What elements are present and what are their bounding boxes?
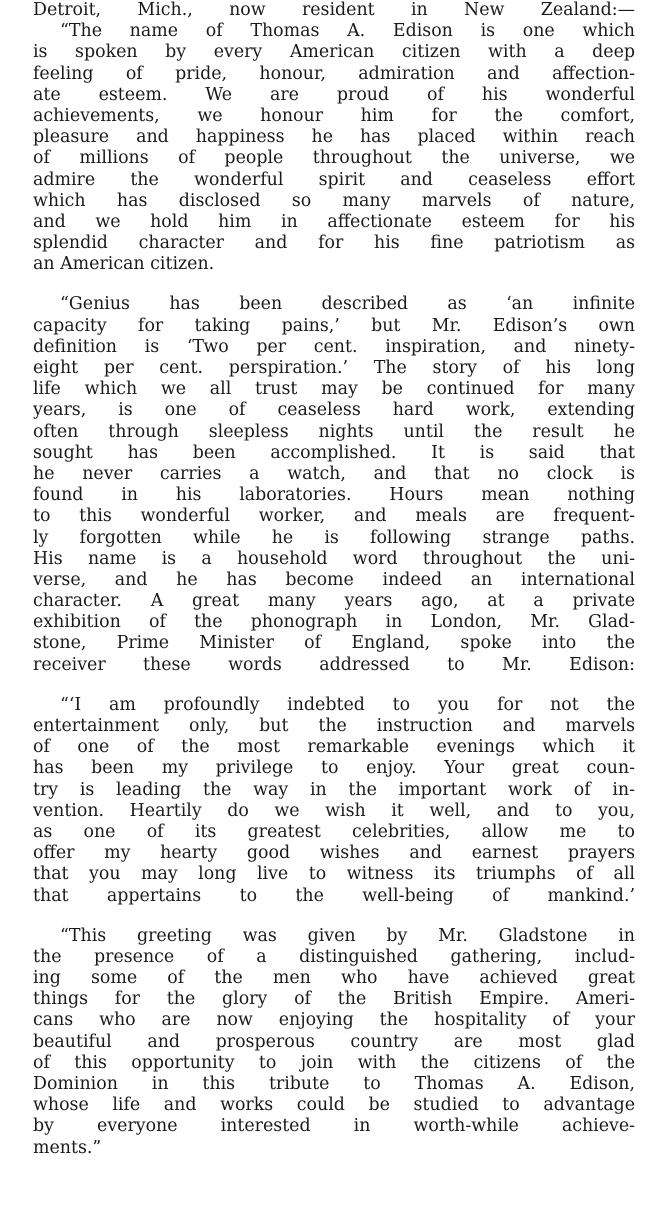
text-line: has been my privilege to enjoy. Your great coun- <box>33 758 635 779</box>
text-line: eight per cent. perspiration.’ The story of his long <box>33 358 635 378</box>
text-line: receiver these words addressed to Mr. Edison: <box>33 654 635 675</box>
text-line: often through sleepless nights until the result he <box>33 421 635 442</box>
text-line: sought has been accomplished. It is said that <box>33 442 635 463</box>
text-line: ing some of the men who have achieved great <box>33 968 635 989</box>
text-line: life which we all trust may be continued for many <box>33 379 635 400</box>
text-line: is spoken by every American citizen with a deep <box>33 42 635 63</box>
text-line: “Genius has been described as ‘an infinite <box>60 294 635 315</box>
text-line: the presence of a distinguished gathering, includ- <box>33 946 635 967</box>
paragraph-2 <box>33 294 635 675</box>
text-line: try is leading the way in the important work of in- <box>33 779 635 800</box>
paragraph-3 <box>33 695 635 907</box>
text-line: pleasure and happiness he has placed within reach <box>33 127 635 148</box>
text-line: capacity for taking pains,’ but Mr. Edison’s own <box>33 315 635 336</box>
text-line: years, is one of ceaseless hard work, extending <box>33 400 635 421</box>
text-line: which has disclosed so many marvels of nature, <box>33 190 635 211</box>
text-line: exhibition of the phonograph in London, Mr. Glad- <box>33 612 635 633</box>
text-line: entertainment only, but the instruction and marvels <box>33 716 635 736</box>
text-line: beautiful and prosperous country are most glad <box>33 1031 635 1052</box>
text-line: he never carries a watch, and that no clock is <box>33 463 635 484</box>
paragraph-4 <box>33 926 635 1159</box>
text-line: stone, Prime Minister of England, spoke into the <box>33 633 635 654</box>
text-line: ments.” <box>33 1137 102 1158</box>
text-line: whose life and works could be studied to advantage <box>33 1095 635 1116</box>
paragraph-gap <box>33 275 635 294</box>
text-line: character. A great many years ago, at a private <box>33 591 635 612</box>
text-line: ly forgotten while he is following strange paths. <box>33 527 635 548</box>
paragraph-1 <box>33 0 635 275</box>
paragraph-gap <box>33 676 635 695</box>
text-line: and we hold him in affectionate esteem for his <box>33 211 635 232</box>
text-line: that you may long live to witness its triumphs of all <box>33 864 635 885</box>
text-line: of millions of people throughout the universe, we <box>33 148 635 169</box>
text-line: Detroit, Mich., now resident in New Zealand:— <box>33 0 635 20</box>
text-line: ate esteem. We are proud of his wonderful <box>33 84 635 105</box>
text-line: Dominion in this tribute to Thomas A. Edison, <box>33 1074 635 1094</box>
text-line: verse, and he has become indeed an international <box>33 569 635 590</box>
text-line: that appertains to the well-being of mankind.’ <box>33 885 635 906</box>
text-line: His name is a household word throughout the uni- <box>33 548 635 569</box>
text-line: splendid character and for his fine patriotism as <box>33 233 635 254</box>
text-line: cans who are now enjoying the hospitality of your <box>33 1010 635 1031</box>
text-line: of this opportunity to join with the citizens of the <box>33 1052 635 1073</box>
text-line: feeling of pride, honour, admiration and affection- <box>33 63 635 84</box>
text-line: “The name of Thomas A. Edison is one which <box>60 21 635 42</box>
text-line: admire the wonderful spirit and ceaseless effort <box>33 169 635 190</box>
text-line: “This greeting was given by Mr. Gladstone in <box>60 925 635 946</box>
text-line: found in his laboratories. Hours mean nothing <box>33 485 635 506</box>
text-line: achievements, we honour him for the comfort, <box>33 105 635 126</box>
text-line: to this wonderful worker, and meals are frequent- <box>33 506 635 527</box>
text-line: an American citizen. <box>33 254 215 275</box>
text-line: things for the glory of the British Empire. Ameri- <box>33 989 635 1010</box>
text-line: as one of its greatest celebrities, allow me to <box>33 821 635 842</box>
text-line: definition is ‘Two per cent. inspiration, and ninety- <box>33 336 635 357</box>
paragraph-gap <box>33 907 635 926</box>
text-line: offer my hearty good wishes and earnest prayers <box>33 843 635 864</box>
text-line: by everyone interested in worth-while achieve- <box>33 1116 635 1137</box>
text-line: of one of the most remarkable evenings which it <box>33 737 635 758</box>
text-line: vention. Heartily do we wish it well, and to you, <box>33 800 635 821</box>
text-line: “‘I am profoundly indebted to you for not the <box>60 694 635 715</box>
